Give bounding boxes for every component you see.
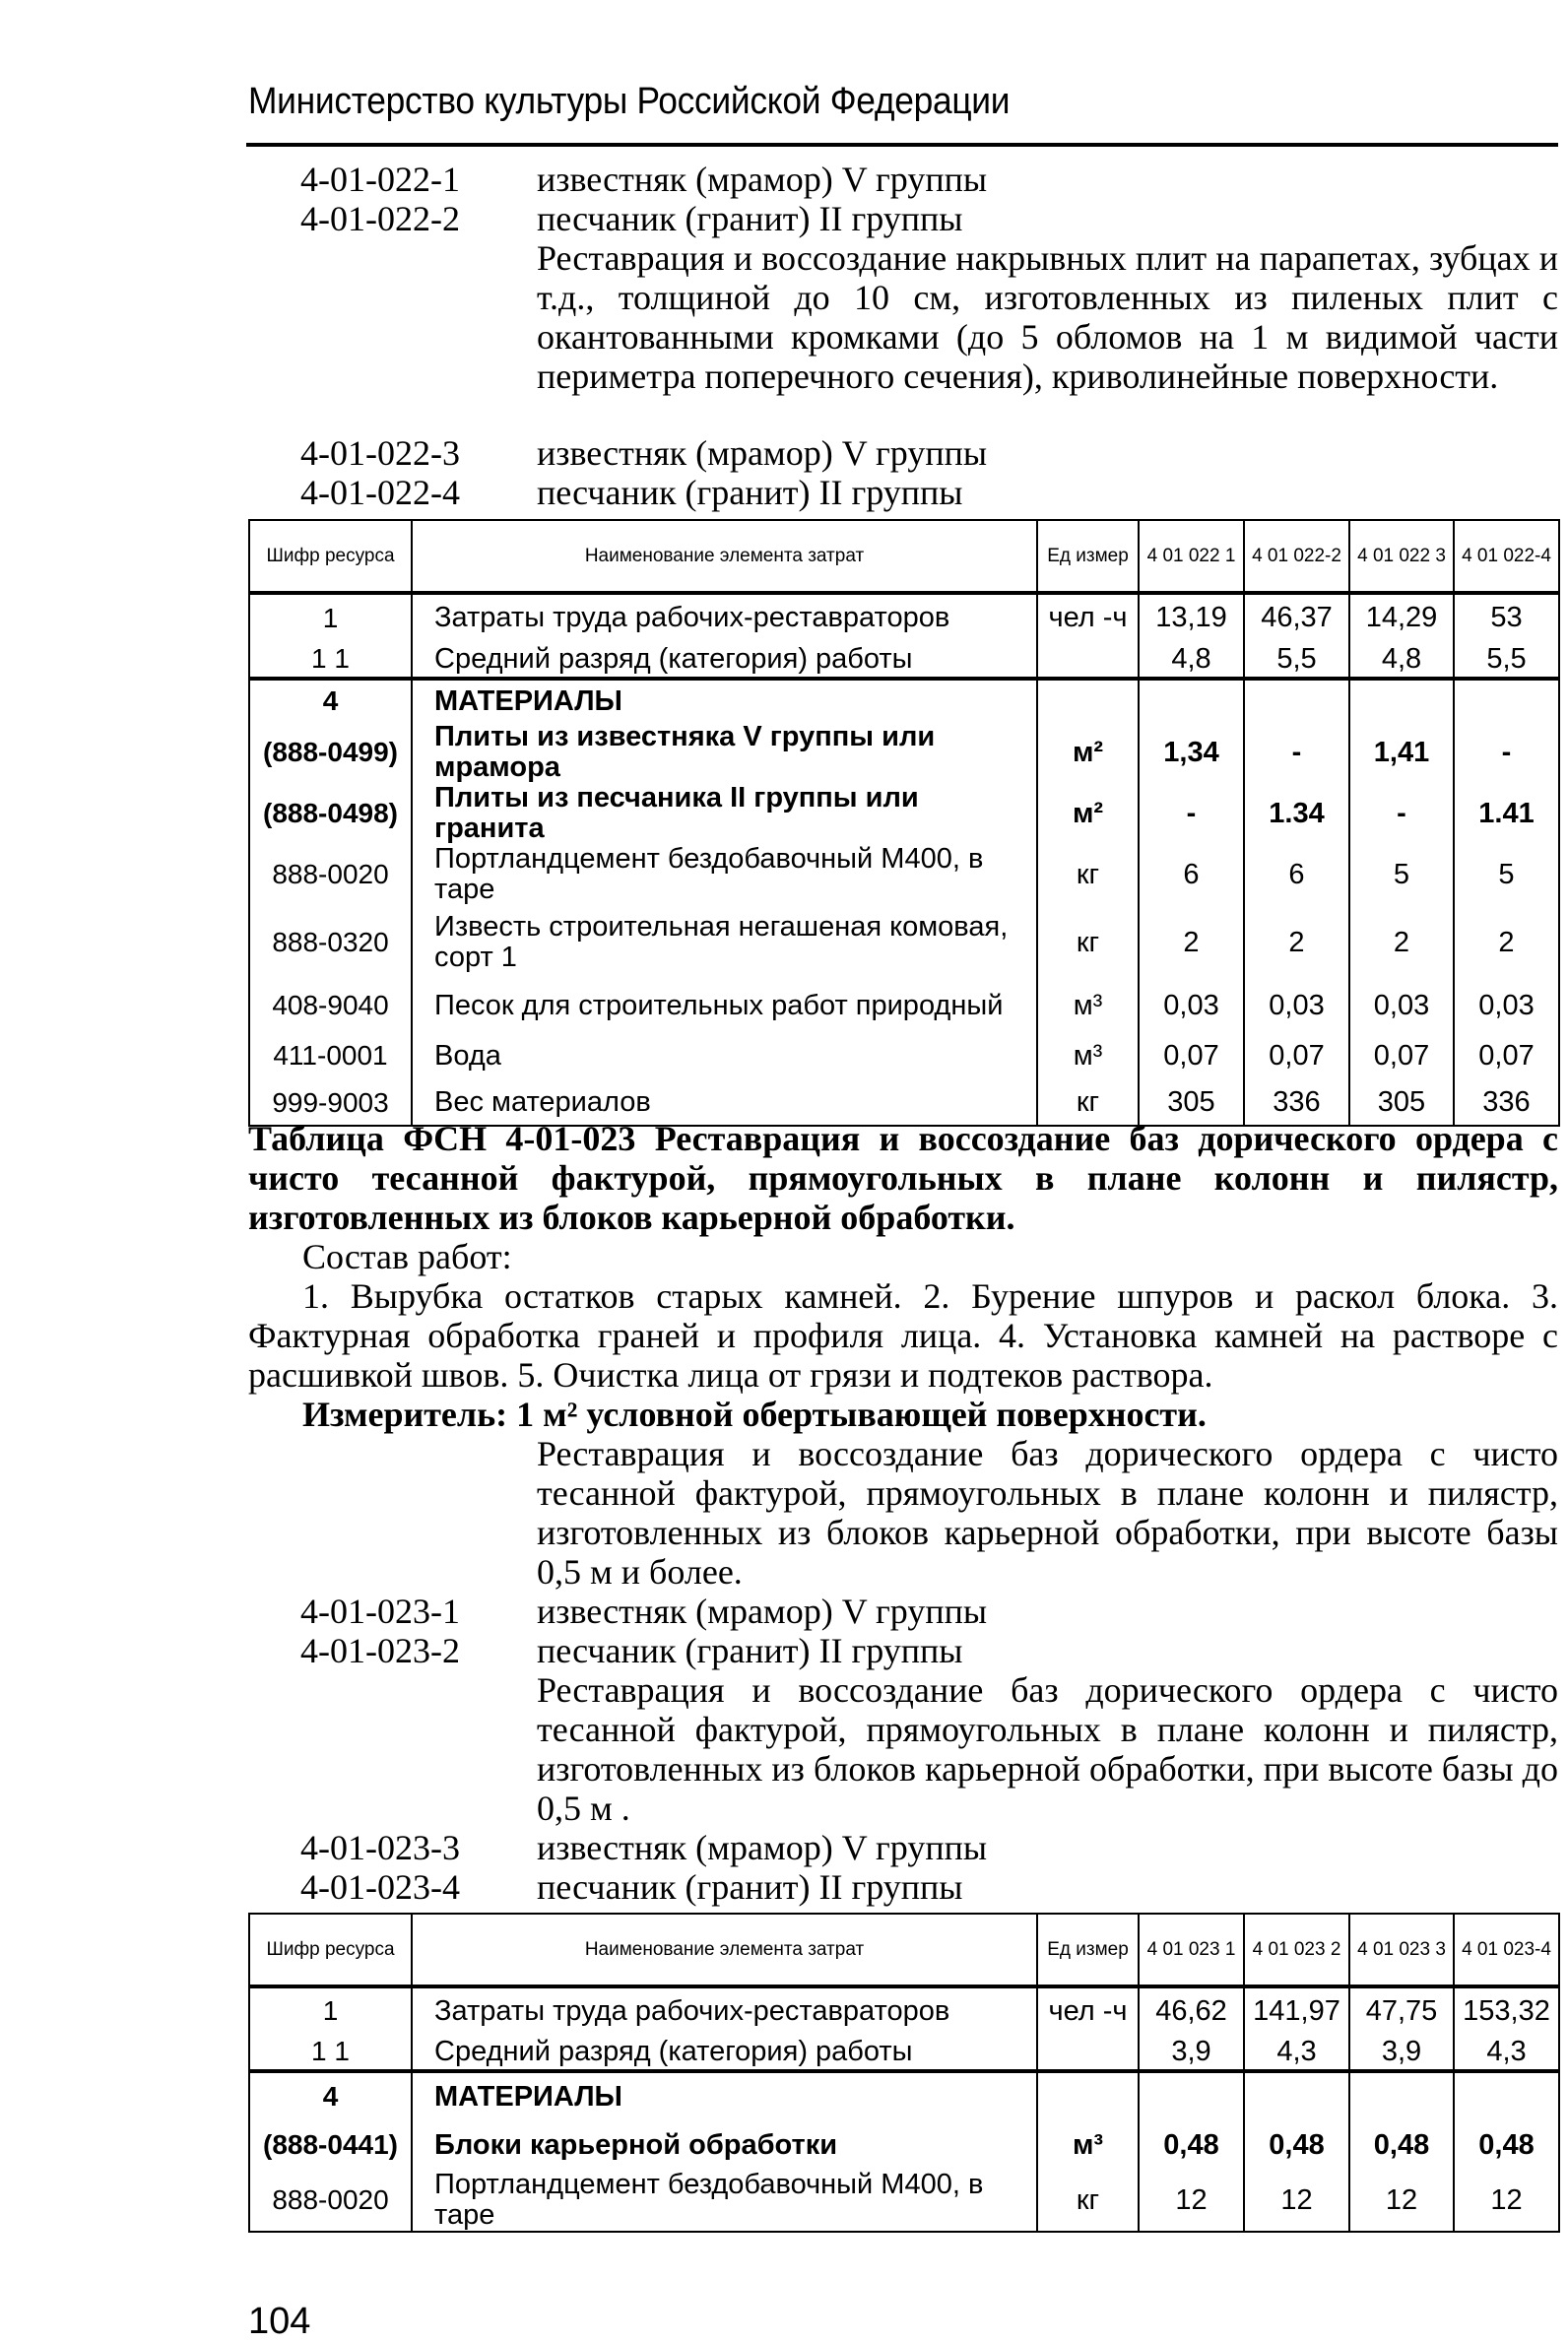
code-row: [300, 160, 987, 199]
column-header: Наименование элемента затрат: [412, 1914, 1037, 1986]
table-cell: [1244, 679, 1349, 722]
table-cell: м³: [1037, 1031, 1139, 1080]
table-cell: 0,48: [1139, 2120, 1244, 2170]
table-cell: Плиты из известняка V группы или мрамора: [412, 722, 1037, 783]
composition-label: Состав работ:: [302, 1237, 512, 1276]
table-cell: -: [1349, 783, 1454, 844]
table-cell: 47,75: [1349, 1986, 1454, 2034]
table-cell: [1139, 679, 1244, 722]
table-cell: 305: [1139, 1080, 1244, 1126]
code-description: известняк (мрамор) V группы: [537, 1592, 988, 1631]
code-row: [300, 1828, 987, 1867]
table-cell: 2: [1139, 905, 1244, 980]
table-cell: 0,07: [1454, 1031, 1559, 1080]
code-row: [300, 433, 987, 473]
table-cell: Песок для строительных работ природный: [412, 980, 1037, 1031]
table-cell: 2: [1349, 905, 1454, 980]
table-cell: 12: [1244, 2170, 1349, 2232]
table-cell: (888-0499): [249, 722, 412, 783]
table-cell: 999-9003: [249, 1080, 412, 1126]
header-rule: [246, 143, 1558, 147]
column-header: Шифр ресурса: [249, 520, 412, 593]
table-cell: [1139, 2071, 1244, 2120]
table-cell: 336: [1244, 1080, 1349, 1126]
section-description-1: Реставрация и воссоздание баз дорического ордера с чисто тесанной фактурой, прямоугольных в плане колонн и пилястр, изготовленных из блоков карьерной обработки, при высоте базы 0,5 м и более.: [537, 1434, 1558, 1592]
table-cell: 4: [249, 2071, 412, 2120]
table-row: [249, 980, 1559, 1031]
resource-code: 4-01-023-4: [300, 1867, 460, 1907]
code-description: песчаник (гранит) II группы: [537, 1631, 963, 1670]
column-header: Наименование элемента затрат: [412, 520, 1037, 593]
table-cell: 1 1: [249, 641, 412, 679]
code-list-section-2: [300, 1828, 987, 1907]
column-header: 4 01 022 3: [1349, 520, 1454, 593]
table-cell: 408-9040: [249, 980, 412, 1031]
table-cell: 12: [1349, 2170, 1454, 2232]
table-cell: 12: [1139, 2170, 1244, 2232]
resource-code: 4-01-022-2: [300, 199, 460, 238]
table-cell: МАТЕРИАЛЫ: [412, 679, 1037, 722]
code-description: известняк (мрамор) V группы: [537, 433, 988, 473]
table-cell: [1037, 2071, 1139, 2120]
table-cell: Вода: [412, 1031, 1037, 1080]
column-header: 4 01 023-4: [1454, 1914, 1559, 1986]
table-cell: -: [1139, 783, 1244, 844]
table-cell: 4: [249, 679, 412, 722]
table-cell: 305: [1349, 1080, 1454, 1126]
table-cell: 888-0020: [249, 2170, 412, 2232]
code-row: [300, 1631, 987, 1670]
table-cell: Известь строительная негашеная комовая, сорт 1: [412, 905, 1037, 980]
table-cell: 1: [249, 1986, 412, 2034]
column-header: 4 01 022 1: [1139, 520, 1244, 593]
column-header: 4 01 023 1: [1139, 1914, 1244, 1986]
section-title: Таблица ФСН 4-01-023 Реставрация и воссоздание баз дорического ордера с чисто тесанной фактурой, прямоугольных в плане колонн и пилястр, изготовленных из блоков карьерной обработки.: [248, 1119, 1558, 1237]
table-row: [249, 844, 1559, 905]
table-cell: 1.41: [1454, 783, 1559, 844]
resource-code: 4-01-022-1: [300, 160, 460, 199]
table-cell: 0,07: [1244, 1031, 1349, 1080]
resource-table-1: [248, 519, 1560, 1127]
table-cell: 0,07: [1349, 1031, 1454, 1080]
table-cell: 1.34: [1244, 783, 1349, 844]
table-cell: 5: [1454, 844, 1559, 905]
resource-code: 4-01-022-3: [300, 433, 460, 473]
table-cell: 1,41: [1349, 722, 1454, 783]
table-cell: (888-0441): [249, 2120, 412, 2170]
table-cell: МАТЕРИАЛЫ: [412, 2071, 1037, 2120]
table-cell: [1244, 2071, 1349, 2120]
table-cell: [1037, 641, 1139, 679]
table-cell: 0,48: [1244, 2120, 1349, 2170]
table-cell: 2: [1454, 905, 1559, 980]
resource-code: 4-01-023-2: [300, 1631, 460, 1670]
code-row: [300, 1592, 987, 1631]
table-cell: м²: [1037, 783, 1139, 844]
table-row: [249, 2071, 1559, 2120]
section-description-2: Реставрация и воссоздание баз дорического ордера с чисто тесанной фактурой, прямоугольных в плане колонн и пилястр, изготовленных из блоков карьерной обработки, при высоте базы до 0,5 м .: [537, 1670, 1558, 1828]
table-cell: [1349, 679, 1454, 722]
table-cell: 46,37: [1244, 593, 1349, 641]
code-row: [300, 1867, 987, 1907]
table-cell: 5: [1349, 844, 1454, 905]
table-row: [249, 722, 1559, 783]
column-header: 4 01 023 2: [1244, 1914, 1349, 1986]
resource-code: 4-01-023-1: [300, 1592, 460, 1631]
table-cell: [1349, 2071, 1454, 2120]
table-cell: [1037, 679, 1139, 722]
table-cell: 4,3: [1244, 2034, 1349, 2071]
table-cell: 1 1: [249, 2034, 412, 2071]
table-cell: Блоки карьерной обработки: [412, 2120, 1037, 2170]
column-header: 4 01 022-2: [1244, 520, 1349, 593]
table-cell: Портландцемент бездобавочный М400, в таре: [412, 2170, 1037, 2232]
code-description: песчаник (гранит) II группы: [537, 473, 963, 512]
code-description: песчаник (гранит) II группы: [537, 199, 963, 238]
table-cell: 12: [1454, 2170, 1559, 2232]
composition-text: 1. Вырубка остатков старых камней. 2. Бурение шпуров и раскол блока. 3. Фактурная обработка граней и профиля лица. 4. Установка камней на растворе с расшивкой швов. 5. Очистка лица от грязи и подтеков раствора.: [248, 1276, 1558, 1395]
table-cell: [1454, 2071, 1559, 2120]
table-row: [249, 2034, 1559, 2071]
table-cell: 888-0320: [249, 905, 412, 980]
table-row: [249, 593, 1559, 641]
table-cell: м³: [1037, 2120, 1139, 2170]
table-cell: 4,3: [1454, 2034, 1559, 2071]
column-header: 4 01 022-4: [1454, 520, 1559, 593]
table-row: [249, 905, 1559, 980]
table-cell: 1: [249, 593, 412, 641]
column-header: Шифр ресурса: [249, 1914, 412, 1986]
table-cell: 3,9: [1349, 2034, 1454, 2071]
table-cell: 53: [1454, 593, 1559, 641]
code-list-top: [300, 160, 987, 238]
table-cell: 1,34: [1139, 722, 1244, 783]
table-cell: кг: [1037, 1080, 1139, 1126]
table-cell: кг: [1037, 844, 1139, 905]
table-cell: 2: [1244, 905, 1349, 980]
table-cell: -: [1454, 722, 1559, 783]
code-row: [300, 199, 987, 238]
table-cell: 6: [1244, 844, 1349, 905]
table-row: [249, 1031, 1559, 1080]
table-cell: чел -ч: [1037, 593, 1139, 641]
table-cell: кг: [1037, 905, 1139, 980]
code-description: известняк (мрамор) V группы: [537, 160, 988, 199]
table-cell: 0,03: [1244, 980, 1349, 1031]
table-cell: м²: [1037, 722, 1139, 783]
code-description: песчаник (гранит) II группы: [537, 1867, 963, 1907]
table-row: [249, 1986, 1559, 2034]
table-cell: 411-0001: [249, 1031, 412, 1080]
table-cell: [1454, 679, 1559, 722]
code-row: [300, 473, 987, 512]
column-header: Ед измер: [1037, 520, 1139, 593]
resource-table-2: [248, 1913, 1560, 2233]
table-cell: 5,5: [1244, 641, 1349, 679]
code-list-top-2: [300, 433, 987, 512]
table-row: [249, 2170, 1559, 2232]
table-cell: 0,07: [1139, 1031, 1244, 1080]
table-cell: 0,03: [1454, 980, 1559, 1031]
table-cell: -: [1244, 722, 1349, 783]
table-row: [249, 2120, 1559, 2170]
column-header: Ед измер: [1037, 1914, 1139, 1986]
table-cell: 4,8: [1139, 641, 1244, 679]
table-cell: 153,32: [1454, 1986, 1559, 2034]
table-cell: 0,48: [1349, 2120, 1454, 2170]
code-description: известняк (мрамор) V группы: [537, 1828, 988, 1867]
table-cell: 6: [1139, 844, 1244, 905]
table-cell: м³: [1037, 980, 1139, 1031]
table-cell: Средний разряд (категория) работы: [412, 2034, 1037, 2071]
table-cell: кг: [1037, 2170, 1139, 2232]
page-header: Министерство культуры Российской Федерации: [248, 81, 1011, 122]
table-cell: 13,19: [1139, 593, 1244, 641]
table-header-row: [249, 520, 1559, 593]
table-cell: Затраты труда рабочих-реставраторов: [412, 593, 1037, 641]
resource-code: 4-01-023-3: [300, 1828, 460, 1867]
table-header-row: [249, 1914, 1559, 1986]
table-cell: 0,03: [1349, 980, 1454, 1031]
code-list-section-1: [300, 1592, 987, 1670]
table-cell: чел -ч: [1037, 1986, 1139, 2034]
table-cell: 46,62: [1139, 1986, 1244, 2034]
table-cell: 3,9: [1139, 2034, 1244, 2071]
column-header: 4 01 023 3: [1349, 1914, 1454, 1986]
table-cell: [1037, 2034, 1139, 2071]
table-cell: 888-0020: [249, 844, 412, 905]
table-row: [249, 679, 1559, 722]
table-cell: 336: [1454, 1080, 1559, 1126]
table-cell: Портландцемент бездобавочный М400, в таре: [412, 844, 1037, 905]
table-cell: 0,48: [1454, 2120, 1559, 2170]
table-cell: Затраты труда рабочих-реставраторов: [412, 1986, 1037, 2034]
table-cell: Плиты из песчаника II группы или гранита: [412, 783, 1037, 844]
page-number: 104: [248, 2301, 311, 2342]
table-row: [249, 783, 1559, 844]
table-cell: 141,97: [1244, 1986, 1349, 2034]
table-cell: 14,29: [1349, 593, 1454, 641]
top-description: Реставрация и воссоздание накрывных плит на парапетах, зубцах и т.д., толщиной до 10 см, изготовленных из пиленых плит с окантованными кромками (до 5 обломов на 1 м видимой части периметра поперечного сечения), криволинейные поверхности.: [537, 238, 1558, 396]
meter-line: Измеритель: 1 м² условной обертывающей поверхности.: [302, 1395, 1207, 1434]
table-cell: (888-0498): [249, 783, 412, 844]
table-cell: Средний разряд (категория) работы: [412, 641, 1037, 679]
table-cell: 0,03: [1139, 980, 1244, 1031]
resource-code: 4-01-022-4: [300, 473, 460, 512]
table-cell: Вес материалов: [412, 1080, 1037, 1126]
table-row: [249, 641, 1559, 679]
table-cell: 4,8: [1349, 641, 1454, 679]
table-cell: 5,5: [1454, 641, 1559, 679]
